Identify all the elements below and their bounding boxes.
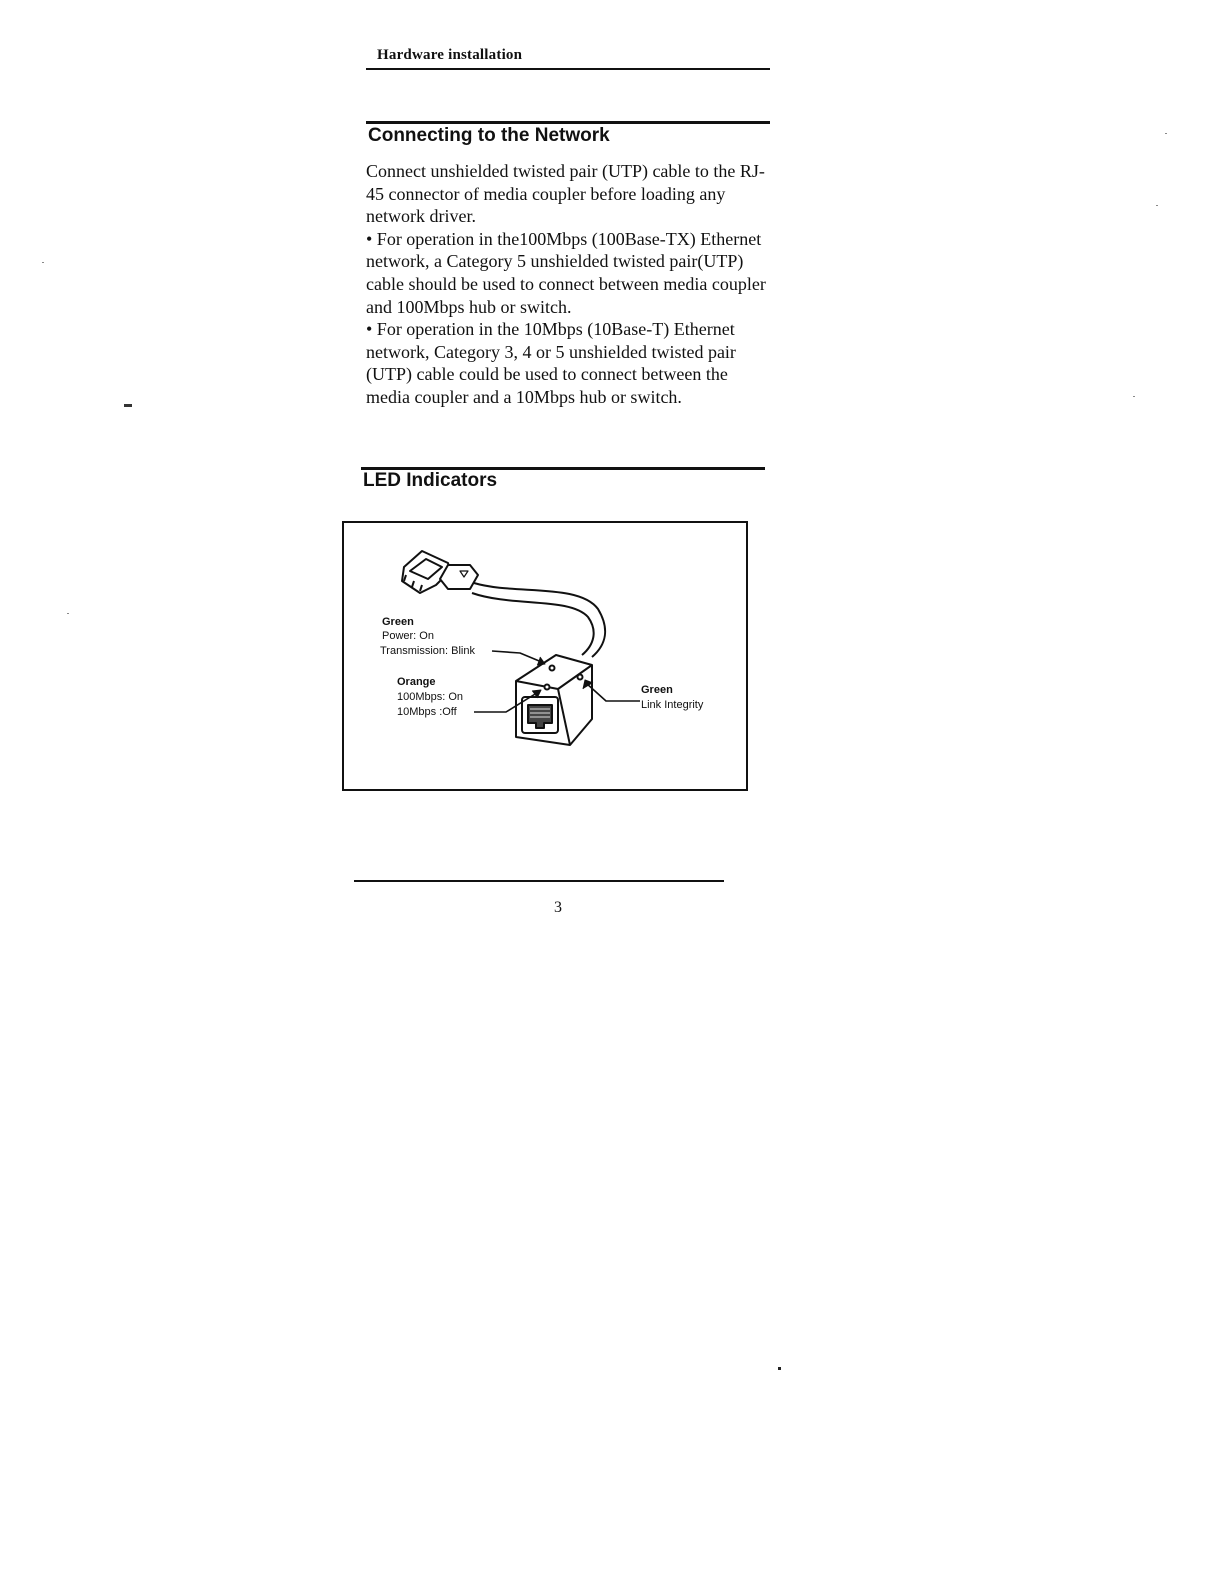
scan-speck	[42, 262, 44, 263]
label-transmission-blink: Transmission: Blink	[380, 645, 475, 657]
page-number: 3	[554, 899, 562, 916]
led-speed-icon	[545, 685, 550, 690]
label-green-link: Green	[641, 684, 673, 696]
section-rule-network	[366, 121, 770, 124]
scan-speck	[1156, 205, 1158, 206]
label-orange: Orange	[397, 676, 436, 688]
section-title-led: LED Indicators	[363, 470, 498, 491]
led-indicator-figure	[342, 521, 748, 791]
paragraph-100mbps: • For operation in the100Mbps (100Base-TX) Ethernet network, a Category 5 unshielded twisted pair(UTP) cable should be used to connect between media coupler and 100Mbps hub or switch.	[366, 228, 766, 317]
header-rule	[366, 68, 770, 70]
label-green-power: Green	[382, 616, 414, 628]
label-100mbps-on: 100Mbps: On	[397, 691, 464, 703]
footer-rule	[354, 880, 724, 882]
scan-speck	[1133, 396, 1135, 397]
running-header: Hardware installation	[377, 47, 523, 63]
network-body-text	[366, 160, 776, 409]
paragraph-connect-utp: Connect unshielded twisted pair (UTP) cable to the RJ-45 connector of media coupler before loading any network driver.	[366, 161, 765, 227]
section-title-network: Connecting to the Network	[368, 125, 610, 146]
led-power-icon	[550, 666, 555, 671]
media-coupler-illustration	[344, 523, 746, 789]
label-10mbps-off: 10Mbps :Off	[397, 706, 457, 718]
label-power-on: Power: On	[382, 630, 434, 642]
led-link-icon	[578, 675, 583, 680]
scan-speck	[778, 1367, 781, 1370]
paragraph-10mbps: • For operation in the 10Mbps (10Base-T) Ethernet network, Category 3, 4 or 5 unshielded twisted pair (UTP) cable could be used to connect between the media coupler and a 10Mbps hub or switch.	[366, 319, 736, 407]
cable-icon	[474, 583, 605, 657]
label-link-integrity: Link Integrity	[641, 699, 704, 711]
scan-speck	[124, 404, 132, 407]
scan-speck	[1165, 133, 1167, 134]
pc-card-plug-icon	[402, 551, 450, 593]
scan-speck	[67, 613, 69, 614]
